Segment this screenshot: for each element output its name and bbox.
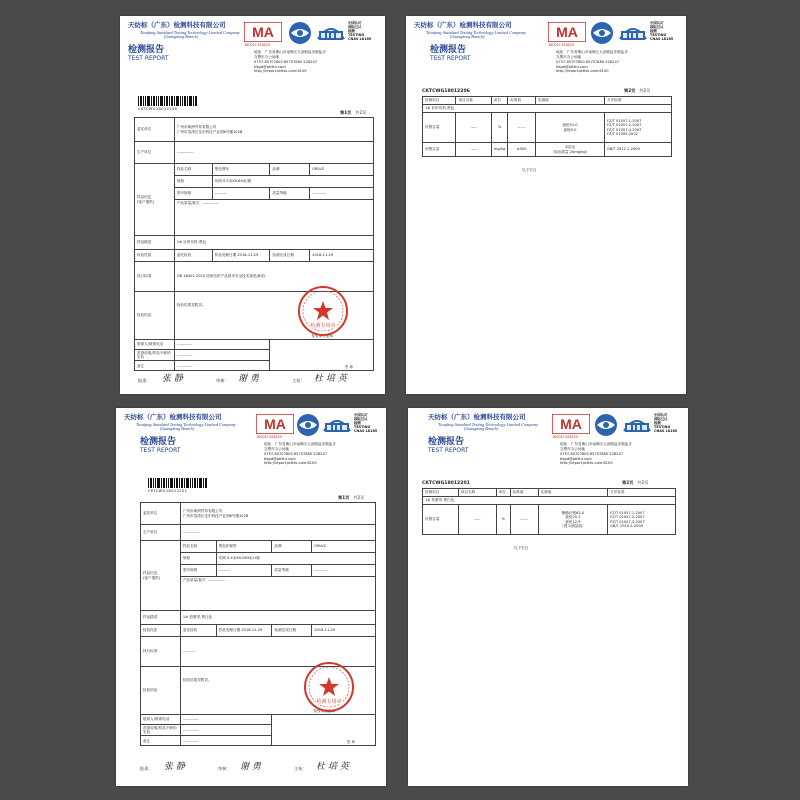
cnas-accreditation-text: 中国认可 国际互认 检测 TESTING CNAS L8165 — [650, 21, 674, 42]
ma-logo-icon — [548, 22, 586, 42]
lab-branch: (Guangdong Branch) — [164, 34, 199, 39]
brand-value: ORLVS — [310, 164, 374, 176]
ma-number: 160011343820 — [552, 435, 578, 439]
sample-label: 样品信息 — [137, 195, 152, 200]
wash-value: ------------ — [174, 350, 270, 361]
type-label: 检验性质 — [141, 625, 181, 637]
client-address: 广州市荔湾区龙东科技产业园6号楼102B — [182, 513, 249, 518]
cnas-accreditation-text: 中国认可 国际互认 检测 TESTING CNAS L8165 — [354, 413, 378, 434]
note-label: 备注 — [141, 736, 181, 746]
brand-label: 品牌 — [272, 541, 312, 553]
page-indicator: 第1页 共2页 — [340, 110, 367, 115]
client-name: 广州市缘洲贸易有限公司 — [176, 125, 217, 130]
model-value: --------- — [216, 565, 272, 577]
barcode-icon — [148, 478, 208, 488]
recv-value: 2018-11-29 — [241, 628, 263, 633]
producer-value: ------------- — [180, 525, 375, 541]
done-value: 2018-11-29 — [310, 250, 374, 262]
table-row: 甲醛含量 ----- mg/kg ≤300 未检出 （检出限量 20mg/kg） GB/T 2912.1-2009 — [423, 143, 672, 157]
stamp-note: 检验单位盖章 — [313, 708, 335, 713]
producer-label: 生产单位 — [141, 525, 181, 541]
lab-name-cn: 天纺标（广东）检测科技有限公司 — [124, 413, 222, 421]
result-label: 检验结论 — [135, 292, 175, 340]
report-title-en: TEST REPORT — [430, 55, 471, 62]
sample-name: 黑色松紧带 — [216, 541, 272, 553]
note-label: 备注 — [135, 361, 175, 371]
svg-text:MA: MA — [560, 416, 582, 432]
report-number-small: CKTCWG18012206 — [138, 107, 178, 111]
type-label: 检验性质 — [135, 250, 175, 262]
lab-name-en: Tianfang Standard Testing Technology Limited Company — [426, 30, 526, 35]
review-signature: 谢 勇 — [240, 762, 261, 772]
red-stamp-icon — [302, 660, 356, 714]
report-page-3 — [116, 408, 386, 786]
report-header — [116, 408, 386, 466]
note-value: ------------ — [174, 361, 270, 371]
prod-label: 产品质量/批次 — [182, 578, 206, 582]
red-stamp-icon — [296, 284, 350, 338]
report-title-cn: 检测报告 — [430, 45, 467, 55]
grade-label: 质量等级 — [272, 565, 312, 577]
svg-text:MA: MA — [264, 416, 286, 432]
brand-label: 品牌 — [270, 164, 310, 176]
grade-label: 质量等级 — [270, 188, 310, 200]
client-label: 委托单位 — [141, 503, 181, 525]
brand-value: ORLVS — [312, 541, 376, 553]
cnas-logo-icon — [316, 23, 346, 41]
producer-value: ------------- — [174, 142, 373, 164]
prod-label: 产品质量/批次 — [176, 201, 200, 205]
report-title-en: TEST REPORT — [128, 55, 169, 62]
lab-name-cn: 天纺标（广东）检测科技有限公司 — [128, 21, 226, 29]
spec-value: 布网 0.5米X0.063米/1箱 — [216, 553, 375, 565]
done-label: 检测完成日期 — [270, 250, 310, 262]
group-label: 1# 针织布料-黑色 — [423, 105, 672, 113]
result-value: 检验结果见附页。 — [176, 303, 206, 307]
approve-label: 批准： — [140, 766, 153, 771]
report-header — [408, 408, 688, 466]
grade-value: ----------- — [312, 565, 376, 577]
cnas-accreditation-text: 中国认可 国际互认 检测 TESTING CNAS L8165 — [348, 21, 372, 42]
spec-label: 规格 — [174, 176, 212, 188]
ma-number: 160011343820 — [548, 43, 574, 47]
table-row: 纤维含量 ----- % ------ 氨纶91.0 氨纶9.0 FZ/T 01057.1-2007 FZ/T 01057.2-2007 FZ/T 01057.4-2007 FZ/T 01095-2002 — [423, 113, 672, 143]
desc-label: 样品描述 — [141, 611, 181, 625]
remark-value: ------------ — [180, 715, 272, 725]
lab-contact: 地址：广东省佛山市南海区大沥镇盐步镇盐步 交警市办公场地 0757-85707800 85707880 528247 tfsgd@pttttu.com http://report.pttttu.com:8100 — [264, 442, 336, 466]
page-indicator: 第2页 共2页 — [624, 88, 651, 93]
report-title-cn: 检测报告 — [428, 437, 465, 447]
report-page-2 — [406, 16, 686, 394]
lab-name-cn: 天纺标（广东）检测科技有限公司 — [428, 413, 526, 421]
desc-value: 1# 松紧带-黑白色 — [180, 611, 375, 625]
svg-text:MA: MA — [252, 24, 274, 40]
lab-contact: 地址：广东省佛山市南海区大沥镇盐步镇盐步 交警市办公场地 0757-85707800 85707880 528247 tfsgd@pttttu.com http://report.pttttu.com:8100 — [560, 442, 632, 466]
ma-logo-icon — [552, 414, 590, 434]
cnas-logo-icon — [622, 415, 652, 433]
page-indicator: 第2页 共2页 — [622, 480, 649, 485]
signature-row — [134, 376, 374, 390]
producer-label: 生产单位 — [135, 142, 175, 164]
result-label: 检验结论 — [141, 667, 181, 715]
col-header: 标准值 — [508, 97, 536, 105]
ilac-mra-logo-icon — [590, 21, 614, 45]
recv-label: 样品受理日期 — [218, 628, 241, 633]
desc-value: 1# 针织布料-黑色 — [174, 236, 373, 250]
report-page-4 — [408, 408, 688, 786]
lab-name-en: Tianfang Standard Testing Technology Limited Company — [140, 30, 240, 35]
basis-label: 执行标准 — [135, 262, 175, 292]
wash-label: 洗涤说明/样品不够的实验 — [141, 725, 181, 736]
lab-name-cn: 天纺标（广东）检测科技有限公司 — [414, 21, 512, 29]
remark-label: 联系人/联系电话 — [135, 340, 175, 350]
recv-value: 2018-11-29 — [237, 253, 259, 258]
end-note: 以下空白 — [522, 168, 537, 172]
result-value: 检验结果见附页。 — [182, 678, 212, 682]
lab-contact: 地址：广东省佛山市南海区大沥镇盐步镇盐步 交警市办公场地 0757-85707800 85707880 528247 tfsgd@pttttu.com http://report.pttttu.com:8100 — [254, 50, 326, 74]
remark-label: 联系人/联系电话 — [141, 715, 181, 725]
seal-label: 签 章 — [344, 365, 353, 370]
ilac-mra-logo-icon — [594, 413, 618, 437]
main-signature: 杜 培 英 — [314, 374, 347, 384]
spec-value: 布网 0.5米X0.64米/箱 — [212, 176, 373, 188]
table-row: 纤维含量 ----- % ------ 聚酯纤维62.0 氨纶25.1 氨纶12.9 （提示测量值） FZ/T 01057.1-2007 FZ/T 01057.2-2007 FZ/T 01057.3-2007 GB/T 2910.2-2009 — [423, 505, 676, 535]
model-value: --------- — [212, 188, 270, 200]
report-header — [120, 16, 385, 74]
report-title-en: TEST REPORT — [140, 447, 181, 454]
model-label: 型号规格 — [180, 565, 216, 577]
sample-label: 样品信息 — [143, 571, 158, 576]
main-signature: 杜 培 英 — [316, 762, 349, 772]
signature-row — [136, 764, 376, 778]
approve-signature: 张 静 — [164, 762, 185, 772]
report-page-1 — [120, 16, 385, 394]
ma-number: 160011343820 — [244, 43, 270, 47]
report-number: CKTCWG18012206 — [422, 89, 470, 94]
ilac-mra-logo-icon — [296, 413, 320, 437]
report-number-small: CKTCWG18012201 — [148, 489, 188, 493]
spec-label: 规格 — [180, 553, 216, 565]
seal-label: 签 章 — [346, 740, 355, 745]
ma-logo-icon — [256, 414, 294, 434]
col-header: 检测项目 — [423, 489, 459, 497]
col-header: 实测值 — [535, 97, 604, 105]
results-table — [422, 96, 672, 157]
prod-value: ------------- — [207, 578, 225, 582]
client-address: 广州市荔湾区龙东科技产业园6号楼102B — [176, 129, 243, 134]
page-indicator: 第1页 共2页 — [338, 495, 365, 500]
lab-name-en: Tianfang Standard Testing Technology Limited Company — [438, 422, 538, 427]
ma-logo-icon — [244, 22, 282, 42]
remark-value: ------------ — [174, 340, 270, 350]
report-title-cn: 检测报告 — [128, 45, 165, 55]
main-label: 主检： — [294, 766, 307, 771]
stamp-note: 检验单位盖章 — [311, 333, 333, 338]
approve-signature: 张 静 — [162, 374, 183, 384]
lab-branch: (Guangdong Branch) — [464, 426, 499, 431]
basis-label: 执行标准 — [141, 637, 181, 667]
report-number: CKTCWG18012201 — [422, 481, 470, 486]
col-header: 项目名称 — [456, 97, 491, 105]
col-header: 实测值 — [538, 489, 608, 497]
svg-text:检测专用章: 检测专用章 — [316, 699, 342, 705]
review-label: 审核： — [218, 766, 231, 771]
type-value: 委托检验 — [174, 250, 212, 262]
results-table — [422, 488, 676, 535]
lab-branch: (Guangdong Branch) — [450, 34, 485, 39]
note-value: ------------ — [180, 736, 272, 746]
col-header: 标准值 — [510, 489, 538, 497]
col-header: 方法标准 — [608, 489, 676, 497]
client-label: 委托单位 — [135, 118, 175, 142]
done-label: 检测完成日期 — [272, 625, 312, 637]
col-header: 方法标准 — [604, 97, 671, 105]
wash-value: ------------ — [180, 725, 272, 736]
done-value: 2018-11-29 — [312, 625, 376, 637]
ilac-mra-logo-icon — [288, 21, 312, 45]
report-title-en: TEST REPORT — [428, 447, 469, 454]
review-label: 审核： — [216, 378, 229, 383]
report-info-table: 委托单位 广州市缘洲贸易有限公司 广州市荔湾区龙东科技产业园6号楼102B 生产单位 ------------- 样品信息 (客户提供) 样品名称 黑色松紧带 品牌 ORLVS 规格 布网 0.5米X0.063米/1箱 型号规格 --------- 质量等级 ----------- 产品质量/批次 ------------- 样品描述 1# 松紧带-黑白色 检验性质 委托检验 样品受理日期 2018-11-29 检测完成日期 2018-11-29 执行标准 ---------- 检验结论 检验结果见附页。 检验单位盖章 联系人/联系电话 ------------ 签 章 洗涤说明/样品不够的实验 ------------ 备注 ------------ — [140, 502, 376, 746]
wash-label: 洗涤说明/样品不够的实验 — [135, 350, 175, 361]
recv-label: 样品受理日期 — [214, 253, 237, 258]
col-header: 项目名称 — [458, 489, 496, 497]
end-note: 以下空白 — [514, 546, 529, 550]
ma-number: 160011343820 — [256, 435, 282, 439]
review-signature: 谢 勇 — [238, 374, 259, 384]
report-info-table: 委托单位 广州市缘洲贸易有限公司 广州市荔湾区龙东科技产业园6号楼102B 生产单位 ------------- 样品信息 (客户提供) 样品名称 黑色网布 品牌 ORLVS 规格 布网 0.5米X0.64米/箱 型号规格 --------- 质量等级 ----------- 产品质量/批次 ------------- 样品描述 1# 针织布料-黑色 检验性质 委托检验 样品受理日期 2018-11-29 检测完成日期 2018-11-29 执行标准 GB 18401-2010 国家纺织产品基本安全技术规范(B类) 检验结论 检验结果见附页。 检验单位盖章 联系人/联系电话 ------------ 签 章 洗涤说明/样品不够的实验 ------------ 备注 ------------ — [134, 117, 374, 371]
desc-label: 样品描述 — [135, 236, 175, 250]
prod-value: ------------- — [201, 201, 219, 205]
approve-label: 批准： — [138, 378, 151, 383]
type-value: 委托检验 — [180, 625, 216, 637]
svg-text:检测专用章: 检测专用章 — [310, 323, 336, 329]
grade-value: ----------- — [310, 188, 374, 200]
sample-name-label: 样品名称 — [180, 541, 216, 553]
col-header: 检测项目 — [423, 97, 456, 105]
sample-name-label: 样品名称 — [174, 164, 212, 176]
main-label: 主检： — [292, 378, 305, 383]
col-header: 单位 — [491, 97, 507, 105]
svg-text:MA: MA — [556, 24, 578, 40]
report-header — [406, 16, 686, 74]
group-label: 1# 松紧带-黑白色 — [423, 497, 676, 505]
basis-value: ---------- — [180, 637, 375, 667]
model-label: 型号规格 — [174, 188, 212, 200]
barcode-icon — [138, 96, 198, 106]
sample-name: 黑色网布 — [212, 164, 270, 176]
cnas-accreditation-text: 中国认可 国际互认 检测 TESTING CNAS L8165 — [654, 413, 678, 434]
lab-contact: 地址：广东省佛山市南海区大沥镇盐步镇盐步 交警市办公场地 0757-85707800 85707880 528247 tfsgd@pttttu.com http://report.pttttu.com:8100 — [556, 50, 628, 74]
cnas-logo-icon — [618, 23, 648, 41]
basis-value: GB 18401-2010 国家纺织产品基本安全技术规范(B类) — [174, 262, 373, 292]
lab-name-en: Tianfang Standard Testing Technology Limited Company — [136, 422, 236, 427]
report-title-cn: 检测报告 — [140, 437, 177, 447]
lab-branch: (Guangdong Branch) — [160, 426, 195, 431]
col-header: 单位 — [496, 489, 510, 497]
cnas-logo-icon — [322, 415, 352, 433]
client-name: 广州市缘洲贸易有限公司 — [182, 509, 223, 514]
